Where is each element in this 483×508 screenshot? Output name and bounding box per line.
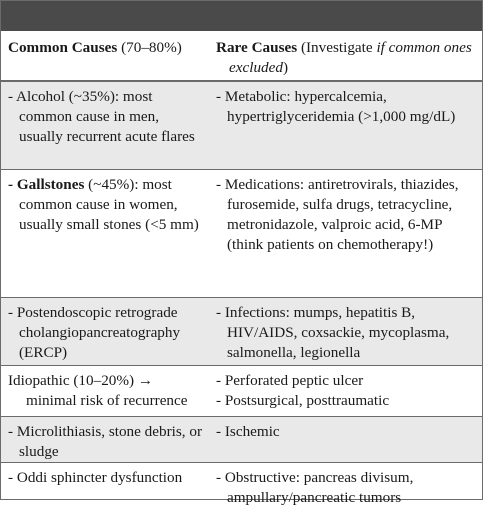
rare-cause-cell — [210, 170, 482, 297]
rare-cause-cell — [210, 298, 482, 365]
rare-cause-metabolic: - Metabolic: hypercalcemia, hypertriglyceridemia (>1,000 mg/dL) — [216, 88, 456, 125]
header-rare-causes-label: Rare Causes — [216, 39, 298, 56]
common-cause-gallstones — [8, 175, 204, 235]
rare-cause-infections: - Infections: mumps, hepatitis B, HIV/AIDS, coxsackie, mycoplasma, salmonella, legionella — [216, 304, 450, 361]
table-row — [1, 81, 482, 169]
rare-cause-cell — [210, 366, 482, 416]
rare-cause-cell — [210, 82, 482, 169]
common-cause-ercp: - Postendoscopic retrograde cholangiopancreatography (ERCP) — [8, 304, 181, 361]
table-row — [1, 169, 482, 297]
rare-cause-postsurgical: - Postsurgical, posttraumatic — [216, 392, 390, 409]
common-cause-gallstones-bold: - Gallstones — [8, 176, 85, 193]
rare-cause-obstructive: - Obstructive: pancreas divisum, ampullary/pancreatic tumors — [216, 469, 414, 506]
header-rare-causes-sub-c: ) — [282, 59, 289, 76]
table-row — [1, 416, 482, 462]
common-cause-alcohol: - Alcohol (~35%): most common cause in men, usually recurrent acute flares — [8, 88, 195, 145]
common-cause-cell — [1, 298, 210, 365]
rare-cause-perforated-ulcer: - Perforated peptic ulcer — [216, 372, 364, 389]
common-cause-microlithiasis: - Microlithiasis, stone debris, or sludge — [8, 423, 203, 460]
common-cause-oddi: - Oddi sphincter dysfunction — [8, 469, 183, 486]
common-cause-cell — [1, 417, 210, 462]
rare-cause-medications: - Medications: antiretrovirals, thiazides, furosemide, sulfa drugs, tetracycline, metronidazole, valproic acid, 6-MP (think patients on chemotherapy!) — [216, 176, 459, 253]
table-row — [1, 462, 482, 506]
table-row — [1, 297, 482, 365]
common-cause-cell — [1, 82, 210, 169]
common-cause-cell — [1, 463, 210, 499]
common-cause-cell — [1, 366, 210, 416]
header-common-causes — [1, 31, 210, 80]
table-title-bar — [1, 1, 482, 31]
common-cause-cell — [1, 170, 210, 297]
rare-cause-cell — [210, 417, 482, 462]
header-rare-causes-sub-a: (Investigate — [300, 39, 377, 56]
header-common-causes-label: Common Causes — [8, 39, 118, 56]
rare-cause-cell — [210, 463, 482, 506]
rare-cause-ischemic: - Ischemic — [216, 423, 280, 440]
table-row — [1, 365, 482, 416]
header-common-causes-pct: (70–80%) — [121, 39, 182, 56]
common-cause-idiopathic: Idiopathic (10–20%) → minimal risk of recurrence — [8, 372, 188, 409]
table-header-row — [1, 31, 482, 81]
common-cause-gallstones-rest: (~45%): most common cause in women, usually small stones (<5 mm) — [19, 176, 199, 233]
header-rare-causes-sub-b: if common ones excluded — [229, 39, 472, 76]
header-rare-causes — [210, 31, 482, 80]
